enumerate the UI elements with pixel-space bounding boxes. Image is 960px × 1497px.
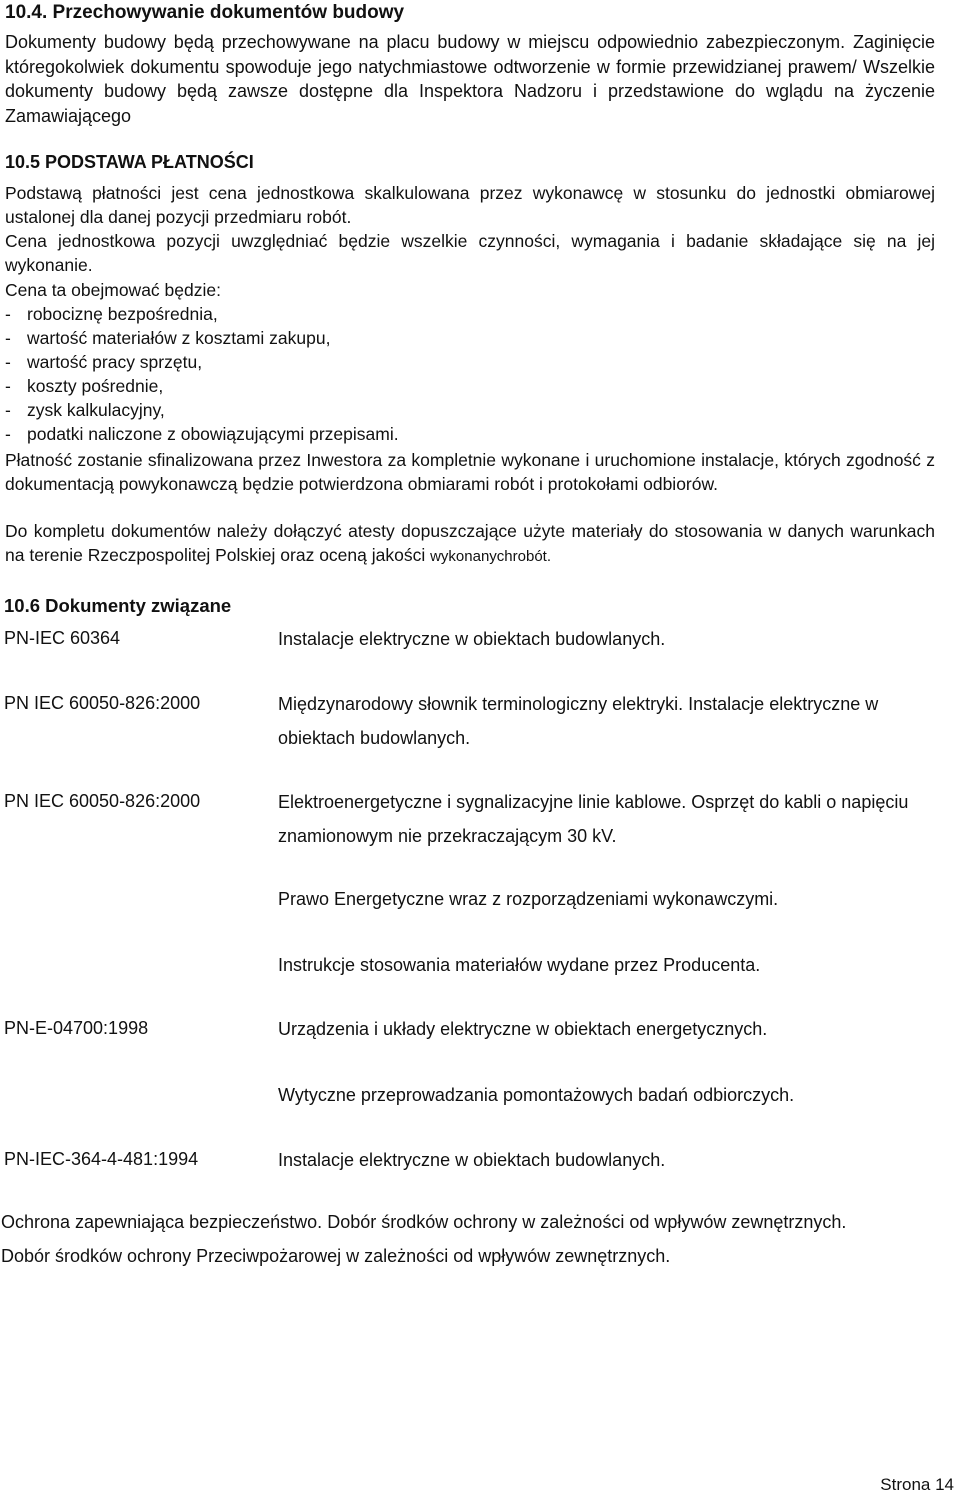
list-item-text: wartość pracy sprzętu, <box>27 352 203 372</box>
payment-paragraph-3: Płatność zostanie sfinalizowana przez Inwestora za kompletnie wykonane i uruchomione instalacje, których zgodność z dokumentacją powykonawczą będzie potwierdzona obmiarami robót i protokołami odbiorów. <box>5 450 935 494</box>
list-item <box>5 327 330 351</box>
standard-description: Elektroenergetyczne i sygnalizacyjne linie kablowe. Osprzęt do kabli o napięciu znamionowym nie przekraczającym 30 kV. <box>278 792 909 846</box>
list-item <box>5 423 399 447</box>
list-dash: - <box>5 376 11 396</box>
section-heading-payment: 10.5 PODSTAWA PŁATNOŚCI <box>5 152 254 172</box>
payment-paragraph-4-small: wykonanychrobót. <box>430 547 551 565</box>
list-dash: - <box>5 352 11 372</box>
standard-code: PN-E-04700:1998 <box>4 1018 149 1038</box>
storage-paragraph: Dokumenty budowy będą przechowywane na placu budowy w miejscu odpowiednio zabezpieczonym. Zaginięcie któregokolwiek dokumentu spowoduje jego natychmiastowe odtworzenie w formie przewidzianej prawem/ Wszelkie dokumenty budowy będą zawsze dostępne dla Inspektora Nadzoru i przedstawione do wglądu na życzenie Zamawiającego <box>5 32 935 126</box>
list-item <box>5 375 163 399</box>
list-item <box>5 351 202 375</box>
standard-description: Urządzenia i układy elektryczne w obiektach energetycznych. <box>278 1019 768 1039</box>
list-item <box>5 399 165 423</box>
standard-description: Wytyczne przeprowadzania pomontażowych badań odbiorczych. <box>278 1085 795 1105</box>
documents-footer-line-1: Ochrona zapewniająca bezpieczeństwo. Dobór środków ochrony w zależności od wpływów zewnętrznych. <box>1 1212 847 1232</box>
payment-list-intro: Cena ta obejmować będzie: <box>5 280 221 300</box>
payment-paragraph-4 <box>5 520 935 568</box>
standard-description: Instalacje elektryczne w obiektach budowlanych. <box>278 1150 666 1170</box>
page-number: Strona 14 <box>880 1475 954 1494</box>
standard-description: Międzynarodowy słownik terminologiczny elektryki. Instalacje elektryczne w obiektach budowlanych. <box>278 694 879 748</box>
list-item-text: robociznę bezpośrednia, <box>27 304 218 324</box>
standard-description: Instalacje elektryczne w obiektach budowlanych. <box>278 629 666 649</box>
standard-code: PN-IEC-364-4-481:1994 <box>4 1149 199 1169</box>
list-item-text: zysk kalkulacyjny, <box>27 400 165 420</box>
standard-code: PN IEC 60050-826:2000 <box>4 693 201 713</box>
list-item-text: wartość materiałów z kosztami zakupu, <box>27 328 331 348</box>
standard-description: Instrukcje stosowania materiałów wydane przez Producenta. <box>278 955 761 975</box>
list-item-text: koszty pośrednie, <box>27 376 164 396</box>
documents-footer-line-2: Dobór środków ochrony Przeciwpożarowej w zależności od wpływów zewnętrznych. <box>1 1246 671 1266</box>
list-dash: - <box>5 400 11 420</box>
standard-description: Prawo Energetyczne wraz z rozporządzeniami wykonawczymi. <box>278 889 779 909</box>
section-heading-documents: 10.6 Dokumenty związane <box>4 595 232 616</box>
list-item <box>5 303 218 327</box>
standard-code: PN-IEC 60364 <box>4 628 121 648</box>
section-heading-storage: 10.4. Przechowywanie dokumentów budowy <box>5 2 405 23</box>
payment-paragraph-2: Cena jednostkowa pozycji uwzględniać będzie wszelkie czynności, wymagania i badanie składające się na jej wykonanie. <box>5 231 935 275</box>
payment-paragraph-4-main: Do kompletu dokumentów należy dołączyć atesty dopuszczające użyte materiały do stosowania w danych warunkach na terenie Rzeczpospolitej Polskiej oraz oceną jakości <box>5 521 935 565</box>
standard-code: PN IEC 60050-826:2000 <box>4 791 201 811</box>
payment-paragraph-1: Podstawą płatności jest cena jednostkowa skalkulowana przez wykonawcę w stosunku do jednostki obmiarowej ustalonej dla danej pozycji przedmiaru robót. <box>5 183 935 227</box>
list-dash: - <box>5 424 11 444</box>
list-dash: - <box>5 304 11 324</box>
list-dash: - <box>5 328 11 348</box>
list-item-text: podatki naliczone z obowiązującymi przepisami. <box>27 424 399 444</box>
